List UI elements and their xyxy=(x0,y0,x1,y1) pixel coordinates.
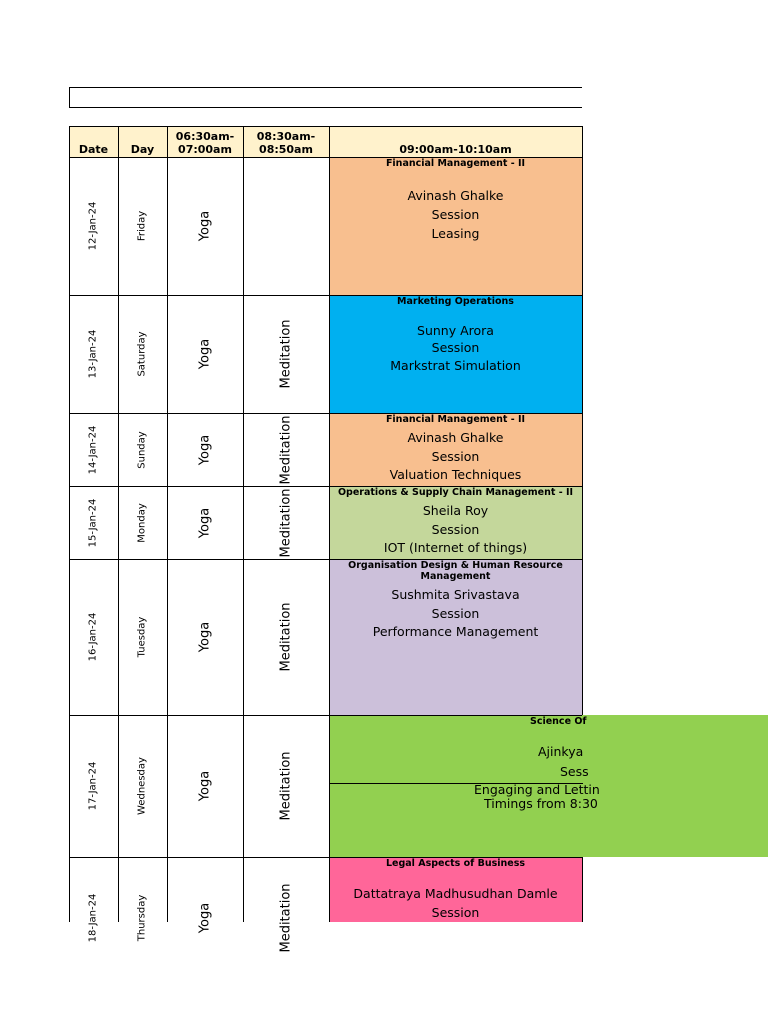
row-slot1: Yoga xyxy=(197,210,213,242)
row-faculty: Avinash Ghalke xyxy=(407,188,504,203)
row-day: Tuesday xyxy=(136,616,148,658)
title-bar-mid xyxy=(69,107,582,108)
row-date: 13-Jan-24 xyxy=(87,329,99,379)
row-topic: Engaging and Lettin xyxy=(474,782,600,797)
row-subject: Operations & Supply Chain Management - II xyxy=(337,487,574,498)
row-date: 17-Jan-24 xyxy=(87,761,99,811)
row-slot1: Yoga xyxy=(197,902,213,934)
row-subject: Science Of xyxy=(530,716,587,727)
row-topic: Performance Management xyxy=(372,624,539,639)
row-subject: Financial Management - II xyxy=(385,414,526,425)
row-day: Saturday xyxy=(136,331,148,377)
grid-v xyxy=(243,126,244,922)
row-faculty: Ajinkya xyxy=(538,744,584,759)
row-subject: Marketing Operations xyxy=(397,296,514,307)
row-day: Friday xyxy=(136,210,148,242)
row-date: 18-Jan-24 xyxy=(87,893,99,943)
row-session-type: Session xyxy=(431,340,480,355)
row-session-type: Session xyxy=(431,449,480,464)
row-slot2: Meditation xyxy=(278,751,294,821)
row-subject: Legal Aspects of Business xyxy=(385,858,526,869)
header-slot3: 09:00am-10:10am xyxy=(399,143,512,156)
row-day: Thursday xyxy=(136,894,148,942)
header-day: Day xyxy=(130,143,155,156)
row-18jan-clip xyxy=(69,858,329,953)
title-bar-top xyxy=(69,87,582,88)
row-date: 12-Jan-24 xyxy=(87,201,99,251)
header-slot1: 06:30am- 07:00am xyxy=(175,130,235,156)
row-slot2: Meditation xyxy=(278,883,294,953)
row-session-type: Session xyxy=(431,606,480,621)
grid-h xyxy=(69,126,582,127)
grid-v xyxy=(582,126,583,715)
row-faculty: Sheila Roy xyxy=(422,503,489,518)
row-session-type: Session xyxy=(431,207,480,222)
row-faculty: Avinash Ghalke xyxy=(407,430,504,445)
row-day: Sunday xyxy=(136,431,148,469)
row-subject: Organisation Design & Human Resource Management xyxy=(348,560,563,582)
grid-v xyxy=(69,126,70,922)
row-slot2: Meditation xyxy=(278,319,294,389)
row-session-type: Session xyxy=(431,905,480,920)
row-date: 14-Jan-24 xyxy=(87,425,99,475)
row-topic: Valuation Techniques xyxy=(389,467,522,482)
row-topic: Markstrat Simulation xyxy=(390,358,521,373)
row-slot1: Yoga xyxy=(197,434,213,466)
row-slot1: Yoga xyxy=(197,770,213,802)
row-slot2: Meditation xyxy=(278,488,294,558)
row-subject: Financial Management - II xyxy=(385,158,526,169)
row-session-type: Sess xyxy=(560,764,589,779)
row-date: 15-Jan-24 xyxy=(87,498,99,548)
row-topic: Leasing xyxy=(431,226,480,241)
row-faculty: Sushmita Srivastava xyxy=(391,587,520,602)
row-date: 16-Jan-24 xyxy=(87,612,99,662)
row-topic: IOT (Internet of things) xyxy=(383,540,528,555)
row-slot1: Yoga xyxy=(197,338,213,370)
header-date: Date xyxy=(78,143,109,156)
row-day: Wednesday xyxy=(136,757,148,815)
row-faculty: Sunny Arora xyxy=(417,323,494,338)
row-slot1: Yoga xyxy=(197,621,213,653)
row-day: Monday xyxy=(136,503,148,543)
title-bar-left xyxy=(69,87,70,108)
row-session-type: Session xyxy=(431,522,480,537)
header-slot2: 08:30am- 08:50am xyxy=(256,130,316,156)
grid-v xyxy=(167,126,168,922)
grid-v xyxy=(118,126,119,922)
row-slot2: Meditation xyxy=(278,415,294,485)
row-faculty: Dattatraya Madhusudhan Damle xyxy=(353,886,558,901)
row-slot2: Meditation xyxy=(278,602,294,672)
row-note: Timings from 8:30 xyxy=(484,796,598,811)
grid-v xyxy=(582,857,583,922)
row-slot1: Yoga xyxy=(197,507,213,539)
grid-h xyxy=(69,715,329,716)
